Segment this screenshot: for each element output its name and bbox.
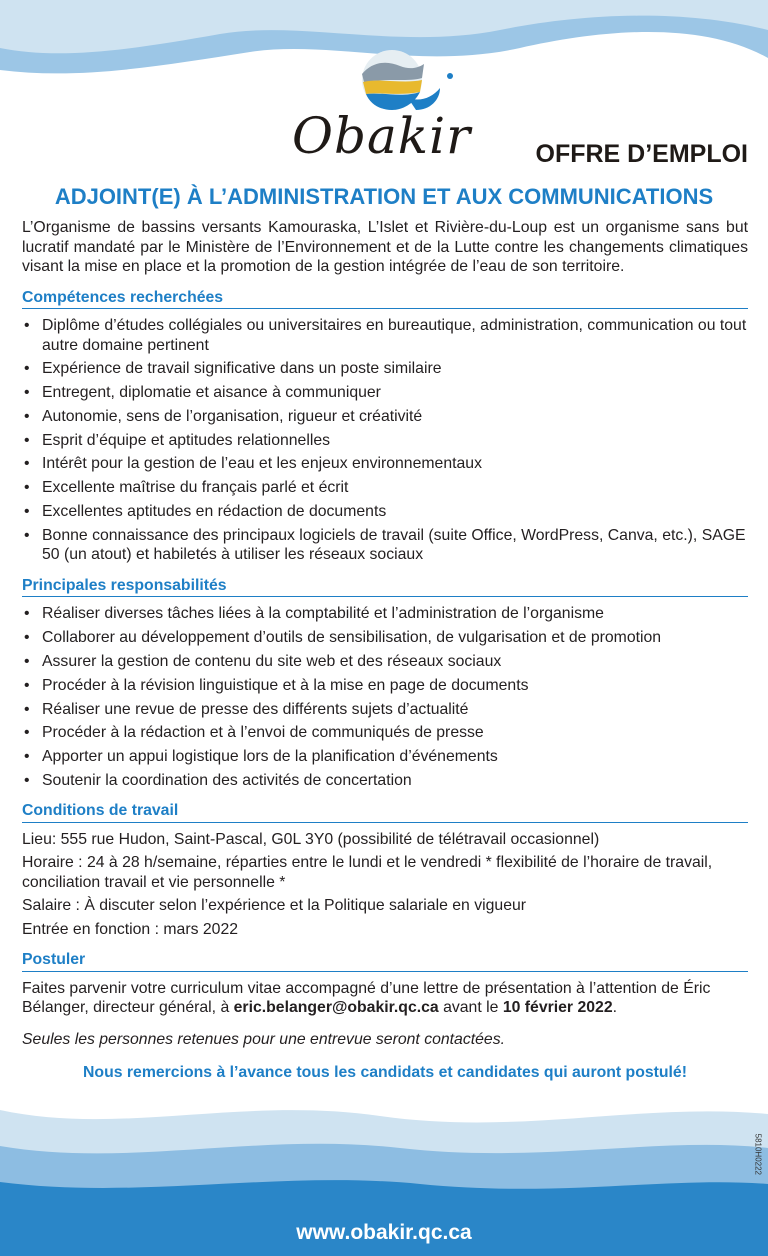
responsabilites-heading: Principales responsabilités bbox=[22, 576, 748, 598]
job-title: ADJOINT(E) À L’ADMINISTRATION ET AUX COMMUNICATIONS bbox=[54, 184, 714, 209]
competences-heading: Compétences recherchées bbox=[22, 288, 748, 310]
list-item: • Apporter un appui logistique lors de la planification d’événements bbox=[24, 748, 498, 766]
conditions-salaire: Salaire : À discuter selon l’expérience et la Politique salariale en vigueur bbox=[22, 897, 527, 915]
conditions-block bbox=[22, 830, 748, 940]
intro-paragraph: L’Organisme de bassins versants Kamouraska, L’Islet et Rivière-du-Loup est un organisme sans but lucratif mandaté par le Ministère de l’Environnement et de la Lutte contre les changements climatiques visant la mise en place et la promotion de la gestion intégrée de l’eau de son territoire. bbox=[22, 219, 748, 275]
main-content bbox=[22, 218, 748, 1083]
competences-list bbox=[22, 316, 748, 565]
list-item: • Excellentes aptitudes en rédaction de documents bbox=[24, 503, 387, 521]
list-item: • Réaliser diverses tâches liées à la comptabilité et l’administration de l’organisme bbox=[24, 605, 604, 623]
ad-reference-code: 5810H0222 bbox=[753, 1133, 762, 1175]
bullet-icon: • bbox=[24, 526, 30, 544]
bullet-icon: • bbox=[24, 431, 30, 449]
bullet-icon: • bbox=[24, 317, 30, 334]
apply-paragraph: Faites parvenir votre curriculum vitae accompagné d’une lettre de présentation à l’attention de Éric Bélanger, directeur général, à eric.belanger@obakir.qc.ca avant le 10 février 2022. bbox=[22, 979, 711, 1017]
deadline-date: 10 février 2022 bbox=[502, 999, 613, 1017]
list-item: • Autonomie, sens de l’organisation, rigueur et créativité bbox=[24, 407, 423, 425]
bullet-icon: • bbox=[24, 407, 30, 425]
selection-note: Seules les personnes retenues pour une entrevue seront contactées. bbox=[22, 1030, 505, 1048]
list-item: • Intérêt pour la gestion de l’eau et les enjeux environnementaux bbox=[24, 455, 482, 473]
bullet-icon: • bbox=[24, 748, 30, 766]
offer-heading: OFFRE D’EMPLOI bbox=[535, 140, 748, 168]
conditions-heading: Conditions de travail bbox=[22, 801, 748, 823]
bullet-icon: • bbox=[24, 384, 30, 402]
bullet-icon: • bbox=[24, 771, 30, 789]
bullet-icon: • bbox=[24, 652, 30, 670]
bullet-icon: • bbox=[24, 455, 30, 473]
list-item: • Procéder à la révision linguistique et à la mise en page de documents bbox=[24, 676, 529, 694]
list-item: • Procéder à la rédaction et à l’envoi de communiqués de presse bbox=[24, 724, 484, 742]
brand-wordmark: Obakir bbox=[292, 107, 471, 165]
bullet-icon: • bbox=[24, 724, 30, 742]
list-item: • Diplôme d’études collégiales ou universitaires en bureautique, administration, communication ou tout autre domaine pertinent bbox=[24, 317, 747, 354]
conditions-lieu: Lieu: 555 rue Hudon, Saint-Pascal, G0L 3Y0 (possibilité de télétravail occasionnel) bbox=[22, 830, 600, 848]
list-item: • Soutenir la coordination des activités de concertation bbox=[24, 771, 412, 789]
conditions-horaire: Horaire : 24 à 28 h/semaine, réparties entre le lundi et le vendredi * flexibilité de l’horaire de travail, conciliation travail et vie personnelle * bbox=[22, 854, 713, 891]
bullet-icon: • bbox=[24, 503, 30, 521]
postuler-heading: Postuler bbox=[22, 950, 748, 972]
list-item: • Expérience de travail significative dans un poste similaire bbox=[24, 360, 442, 378]
contact-email[interactable]: eric.belanger@obakir.qc.ca bbox=[233, 999, 439, 1017]
list-item: • Réaliser une revue de presse des différents sujets d’actualité bbox=[24, 700, 469, 718]
list-item: • Entregent, diplomatie et aisance à communiquer bbox=[24, 384, 381, 402]
conditions-entree: Entrée en fonction : mars 2022 bbox=[22, 920, 239, 938]
website-link[interactable]: www.obakir.qc.ca bbox=[296, 1221, 472, 1244]
list-item: • Assurer la gestion de contenu du site web et des réseaux sociaux bbox=[24, 652, 502, 670]
bullet-icon: • bbox=[24, 676, 30, 694]
bullet-icon: • bbox=[24, 700, 30, 718]
bullet-icon: • bbox=[24, 629, 30, 647]
bullet-icon: • bbox=[24, 479, 30, 497]
list-item: • Esprit d’équipe et aptitudes relationnelles bbox=[24, 431, 331, 449]
bullet-icon: • bbox=[24, 605, 30, 623]
list-item: • Collaborer au développement d’outils de sensibilisation, de vulgarisation et de promotion bbox=[24, 629, 662, 647]
thanks-message: Nous remercions à l’avance tous les candidats et candidates qui auront postulé! bbox=[83, 1064, 687, 1082]
list-item: • Bonne connaissance des principaux logiciels de travail (suite Office, WordPress, Canva, etc.), SAGE 50 (un atout) et habiletés à utiliser les réseaux sociaux bbox=[24, 526, 746, 564]
list-item: • Excellente maîtrise du français parlé et écrit bbox=[24, 479, 349, 497]
responsabilites-list bbox=[22, 604, 748, 790]
bullet-icon: • bbox=[24, 360, 30, 378]
